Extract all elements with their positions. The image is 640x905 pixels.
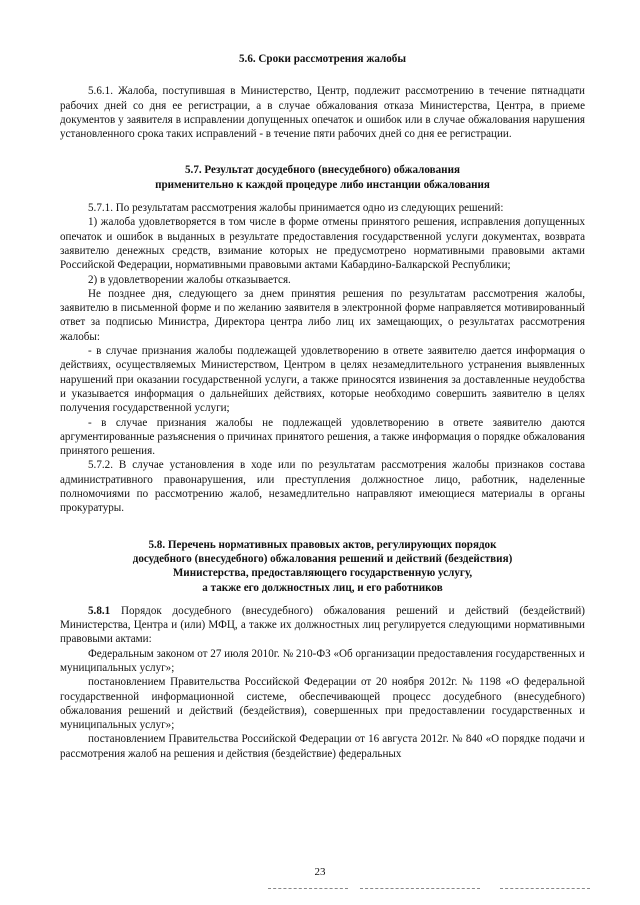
section-title-line: а также его должностных лиц, и его работников (202, 581, 443, 594)
clause-number: 5.8.1 (88, 604, 111, 617)
document-body (60, 52, 585, 761)
section-title-line: применительно к каждой процедуре либо инстанции обжалования (155, 178, 490, 191)
section-title-5-6: 5.6. Сроки рассмотрения жалобы (239, 53, 406, 65)
section-title-line: 5.8. Перечень нормативных правовых актов, регулирующих порядок (148, 538, 497, 551)
section-title-5-7 (60, 163, 585, 192)
section-title-line: Министерства, предоставляющего государственную услугу, (172, 567, 473, 580)
paragraph: 1) жалоба удовлетворяется в том числе в форме отмены принятого решения, исправления допущенных опечаток и ошибок в выданных в результате предоставления государственной услуги документах, возврата заявителю денежных средств, взимание которых не предусмотрено нормативными правовыми актами Российской Федерации, нормативными правовыми актами Кабардино-Балкарской Республики; (60, 216, 585, 272)
section-5-8-body (60, 604, 585, 761)
paragraph: 2) в удовлетворении жалобы отказывается. (88, 273, 291, 286)
section-5-6-body (60, 84, 585, 141)
paragraph: 5.7.1. По результатам рассмотрения жалобы принимается одно из следующих решений: (88, 202, 504, 215)
paragraph: 5.6.1. Жалоба, поступившая в Министерство, Центр, подлежит рассмотрению в течение пятнадцати рабочих дней со дня ее регистрации, а в случае обжалования отказа Министерства, Центра, в приеме документов у заявителя в исправлении допущенных опечаток и ошибок или в случае обжалования нарушения установленного срока таких исправлений - в течение пяти рабочих дней со дня ее регистрации. (60, 85, 585, 141)
scan-artifact-line (268, 888, 348, 889)
paragraph: постановлением Правительства Российской Федерации от 16 августа 2012г. № 840 «О порядке подачи и рассмотрения жалоб на решения и действия (бездействие) федеральных (60, 733, 585, 760)
paragraph: Федеральным законом от 27 июля 2010г. № 210-ФЗ «Об организации предоставления государственных и муниципальных услуг»; (60, 647, 585, 674)
section-title-line: досудебного (внесудебного) обжалования решений и действий (бездействия) (132, 552, 513, 565)
paragraph: Не позднее дня, следующего за днем принятия решения по результатам рассмотрения жалобы, заявителю в письменной форме и по желанию заявителя в электронной форме направляется мотивированный ответ за подписью Министра, Директора центра либо лиц их замещающих, о результатах рассмотрения жалобы: (60, 287, 585, 343)
paragraph: 5.7.2. В случае установления в ходе или по результатам рассмотрения жалобы признаков состава административного правонарушения, или преступления должностное лицо, работник, наделенные полномочиями по рассмотрению жалоб, незамедлительно направляют имеющиеся материалы в органы прокуратуры. (60, 459, 585, 515)
page-number: 23 (314, 866, 326, 878)
scan-artifact-line (500, 888, 590, 889)
paragraph-lead (60, 604, 585, 647)
section-title-line: 5.7. Результат досудебного (внесудебного) обжалования (185, 164, 460, 177)
paragraph: - в случае признания жалобы не подлежащей удовлетворению в ответе заявителю даются аргументированные разъяснения о причинах принятого решения, а также информация о порядке обжалования принятого решения. (60, 416, 585, 458)
clause-text: Порядок досудебного (внесудебного) обжалования решений и действий (бездействий) Министерства, Центра и (или) МФЦ, а также их должностных лиц регулируется следующими нормативными правовыми актами: (60, 604, 585, 646)
paragraph: - в случае признания жалобы подлежащей удовлетворению в ответе заявителю дается информация о действиях, осуществляемых Министерством, Центром в целях незамедлительного устранения выявленных нарушений при оказании государственной услуги, а также приносятся извинения за доставленные неудобства и указывается информация о дальнейших действиях, которые необходимо совершить заявителю в целях получения государственной услуги; (60, 345, 585, 415)
paragraph: постановлением Правительства Российской Федерации от 20 ноября 2012г. № 1198 «О федеральной государственной информационной системе, обеспечивающей процесс досудебного (внесудебного) обжалования решений и действий (бездействия), совершенных при предоставлении государственных и муниципальных услуг»; (60, 676, 585, 732)
scan-artifact-line (360, 888, 480, 889)
section-title-5-8 (60, 538, 585, 595)
section-5-7-body (60, 201, 585, 516)
